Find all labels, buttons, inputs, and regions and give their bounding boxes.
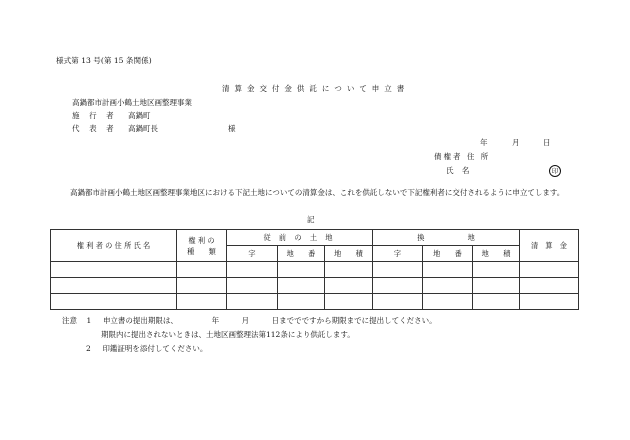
- table-row: [51, 278, 579, 294]
- table-cell[interactable]: [177, 262, 227, 278]
- table-cell[interactable]: [51, 278, 177, 294]
- note-2-number: 2: [86, 344, 91, 353]
- header-chiban: 地 番: [278, 246, 325, 262]
- note-item-1: [62, 316, 437, 326]
- claimant-address-label: 債権者 住 所: [434, 152, 491, 161]
- executor-label: [72, 111, 117, 121]
- ki-heading: 記: [307, 215, 315, 224]
- document-title: 清 算 金 交 付 金 供 託 に つ い て 申 立 書: [222, 84, 406, 93]
- header-chiban-replot: 地 番: [423, 246, 473, 262]
- notes-label: 注意: [62, 316, 77, 325]
- table-cell[interactable]: [325, 262, 373, 278]
- form-number: 様式第 13 号(第 15 条関係): [56, 56, 152, 65]
- table-cell[interactable]: [423, 278, 473, 294]
- table-cell[interactable]: [520, 294, 579, 310]
- header-row-top: [51, 230, 579, 246]
- header-previous-land: 従 前 の 土 地: [227, 230, 373, 246]
- date-year: 年: [480, 138, 488, 147]
- header-right-type: [177, 230, 227, 262]
- table-cell[interactable]: [473, 278, 520, 294]
- table-cell[interactable]: [473, 294, 520, 310]
- table-cell[interactable]: [278, 262, 325, 278]
- table-cell[interactable]: [520, 278, 579, 294]
- table-cell[interactable]: [177, 278, 227, 294]
- header-holder: 権 利 者 の 住 所 氏 名: [51, 230, 177, 262]
- body-paragraph: 高鍋都市計画小鶴土地区画整理事業地区における下記土地についての清算金は、これを供託しないで下記権利者に交付されるように申立てします。: [70, 188, 565, 197]
- executor-value: 高鍋町: [128, 111, 151, 120]
- representative-label: [72, 124, 117, 134]
- header-replot: 換 地: [373, 230, 520, 246]
- table-cell[interactable]: [325, 278, 373, 294]
- header-settlement: 清 算 金: [520, 230, 579, 262]
- honorific: 様: [228, 124, 236, 133]
- table-cell[interactable]: [227, 294, 278, 310]
- table-cell[interactable]: [177, 294, 227, 310]
- table-cell[interactable]: [227, 262, 278, 278]
- note-item-1-continuation: 期限内に提出されないときは、土地区画整理法第112条により供託します。: [101, 330, 355, 339]
- note-1-number: 1: [86, 316, 92, 325]
- representative-label-text: 代 表 者: [72, 124, 118, 133]
- header-aza-replot: 字: [373, 246, 423, 262]
- seal-mark: 印: [549, 165, 561, 177]
- table-cell[interactable]: [373, 262, 423, 278]
- executor-label-text: 施 行 者: [72, 111, 118, 120]
- note-item-2: [86, 344, 207, 354]
- table-row: [51, 262, 579, 278]
- date-month: 月: [512, 138, 520, 147]
- claimant-name-label: 氏 名: [446, 166, 473, 175]
- date-day: 日: [543, 138, 551, 147]
- addressee-project: 高鍋都市計画小鶴土地区画整理事業: [72, 98, 192, 107]
- table-row: [51, 294, 579, 310]
- table-cell[interactable]: [278, 294, 325, 310]
- table-cell[interactable]: [278, 278, 325, 294]
- header-aza: 字: [227, 246, 278, 262]
- header-chiseki-replot: 地 積: [473, 246, 520, 262]
- table-cell[interactable]: [473, 262, 520, 278]
- representative-value: 高鍋町長: [128, 124, 158, 133]
- table-cell[interactable]: [423, 294, 473, 310]
- table-cell[interactable]: [373, 278, 423, 294]
- note-2-text: 印鑑証明を添付してください。: [102, 344, 208, 353]
- table-cell[interactable]: [51, 294, 177, 310]
- table-cell[interactable]: [325, 294, 373, 310]
- header-right-type-top: 権 利 の: [188, 235, 215, 245]
- table-cell[interactable]: [520, 262, 579, 278]
- table-cell[interactable]: [227, 278, 278, 294]
- table-cell[interactable]: [51, 262, 177, 278]
- table-cell[interactable]: [373, 294, 423, 310]
- land-table: [50, 229, 579, 310]
- header-right-type-bottom: 種 類: [187, 246, 216, 256]
- header-chiseki: 地 積: [325, 246, 373, 262]
- note-1-text: 申立書の提出期限は、 年 月 日まででですから期限までに提出してください。: [102, 316, 437, 325]
- table-cell[interactable]: [423, 262, 473, 278]
